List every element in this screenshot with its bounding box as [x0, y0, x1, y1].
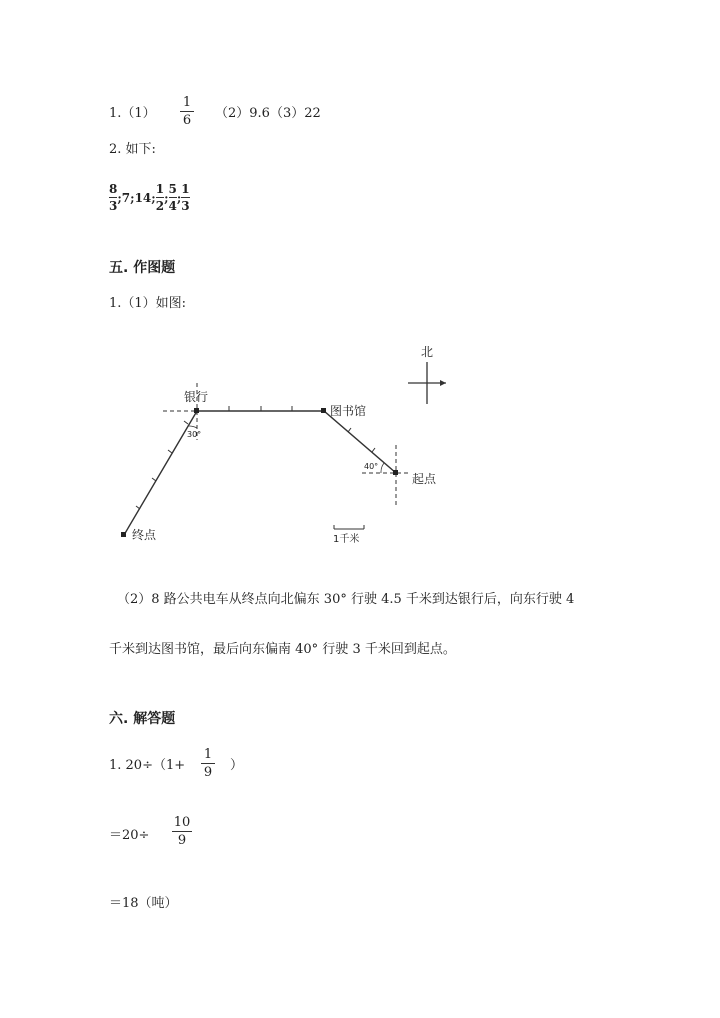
solve-line3: ＝18（吨）	[109, 896, 178, 911]
section-title-6: 六. 解答题	[109, 711, 176, 727]
angle-arc-30	[188, 426, 197, 428]
solve-line1-prefix: 1. 20÷（1+	[109, 758, 186, 773]
north-label: 北	[421, 345, 434, 359]
scale-bar	[334, 525, 364, 529]
solve-frac1-den: 9	[203, 765, 213, 780]
solve-line1-suffix: ）	[230, 758, 244, 773]
q1-prefix: 1.（1）	[109, 106, 156, 121]
compass-icon	[408, 362, 446, 404]
seq-frac-2: $\frac{1}{2}$	[155, 182, 165, 213]
seq-frac-1: $\frac{8}{3}$	[109, 182, 118, 213]
q2-label: 2. 如下:	[109, 142, 156, 157]
end-point-marker	[121, 532, 126, 537]
solve-frac2-num: 10	[173, 815, 191, 830]
q1-frac-num: 1	[182, 95, 192, 110]
library-label: 图书馆	[330, 404, 367, 418]
scale-label: 1千米	[333, 534, 360, 545]
seq-sep-3: ;	[176, 190, 182, 205]
fraction-bar	[201, 763, 215, 764]
seq-frac-4: $\frac{1}{3}$	[181, 182, 190, 213]
q1-frac-den: 6	[182, 113, 192, 128]
angle-30-label: 30°	[187, 430, 202, 439]
seq-sep-2: ;	[164, 190, 169, 205]
start-label: 起点	[412, 472, 437, 486]
library-point-marker	[321, 408, 326, 413]
solve-frac1-num: 1	[203, 747, 213, 762]
route-path	[124, 411, 396, 535]
solve-line2-prefix: ＝20÷	[109, 828, 150, 843]
solve-line2-fraction	[172, 816, 192, 847]
route-ticks-2	[229, 406, 292, 411]
angle-40-label: 40°	[364, 462, 379, 471]
solve-line1-fraction	[201, 748, 215, 779]
seq-frac-3: $\frac{5}{4}$	[168, 182, 177, 213]
end-label: 终点	[132, 528, 157, 542]
start-point-marker	[393, 470, 398, 475]
section-title-5: 五. 作图题	[109, 260, 176, 276]
answer2-line1: （2）8 路公共电车从终点向北偏东 30° 行驶 4.5 千米到达银行后，向东行驶 4	[117, 592, 575, 607]
bank-point-marker	[194, 408, 199, 413]
route-ticks-1	[136, 421, 188, 509]
route-ticks-3	[348, 428, 375, 452]
bank-label: 银行	[184, 390, 209, 404]
answer2-line2: 千米到达图书馆，最后向东偏南 40° 行驶 3 千米回到起点。	[109, 642, 456, 657]
solve-frac2-den: 9	[177, 833, 187, 848]
fraction-bar	[172, 831, 192, 832]
q1-rest: （2）9.6（3）22	[215, 106, 321, 121]
seq-sep-1: ;7;14;	[117, 190, 156, 205]
draw-q1-label: 1.（1）如图:	[109, 296, 187, 311]
angle-arc-40	[381, 463, 384, 473]
